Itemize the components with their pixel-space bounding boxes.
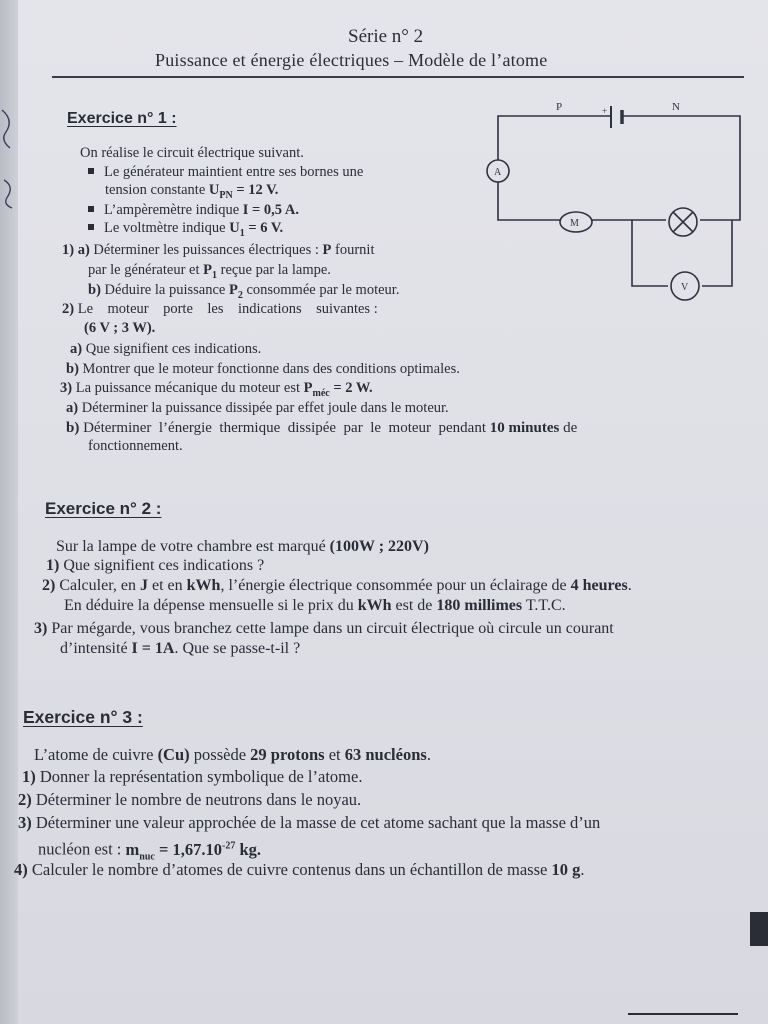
bullet-marker <box>88 224 94 230</box>
exercise-1-q3b: b) Déterminer l’énergie thermique dissipée par le moteur pendant 10 minutes de <box>66 420 578 436</box>
wire-left-bottom <box>498 182 560 220</box>
exercise-3-q3: 3) Déterminer une valeur approchée de la masse de cet atome sachant que la masse d’un <box>18 813 601 832</box>
exercise-2-q2-line2: En déduire la dépense mensuelle si le prix du kWh est de 180 millimes T.T.C. <box>64 597 566 614</box>
exercise-1-bullet-generator: Le générateur maintient entre ses bornes une <box>88 163 363 181</box>
exercise-3-q1: 1) Donner la représentation symbolique de l’atome. <box>22 767 363 786</box>
exercise-2-q2: 2) Calculer, en J et en kWh, l’énergie électrique consommée pour un éclairage de 4 heures. <box>42 577 632 594</box>
exercise-1-q3: 3) La puissance mécanique du moteur est $P_{méc} = 2$ W. <box>60 380 373 399</box>
exercise-1-q2-indications: (6 V ; 3 W). <box>84 320 156 336</box>
exercise-1-q3b-line2: fonctionnement. <box>88 438 183 454</box>
wire-left-top <box>498 116 610 160</box>
wire-voltmeter-left <box>632 220 668 286</box>
exercise-1-q1b: b) Déduire la puissance $P_2$ consommée par le moteur. <box>88 282 400 301</box>
exercise-3-q2: 2) Déterminer le nombre de neutrons dans le noyau. <box>18 790 362 809</box>
exercise-2-q3-line2: d’intensité I = 1A. Que se passe-t-il ? <box>60 640 301 657</box>
exercise-1-q2a: a) Que signifient ces indications. <box>70 341 262 357</box>
wire-voltmeter-right <box>702 220 732 286</box>
exercise-1-title: Exercice n° 1 : <box>67 110 177 127</box>
battery-plus-label: + <box>602 106 608 116</box>
terminal-P-label: P <box>556 101 563 113</box>
terminal-N-label: N <box>672 101 680 113</box>
exercise-1-q3a: a) Déterminer la puissance dissipée par effet joule dans le moteur. <box>66 400 449 416</box>
bullet-marker <box>88 206 94 212</box>
exercise-1-bullet-ammeter: L’ampèremètre indique I = 0,5 A. <box>88 201 299 219</box>
circuit-diagram <box>480 98 748 308</box>
ammeter-label: A <box>494 167 502 178</box>
exercise-2-q3: 3) Par mégarde, vous branchez cette lampe dans un circuit électrique où circule un courant <box>34 620 614 637</box>
wire-right-top <box>623 116 740 220</box>
exercise-3-title: Exercice n° 3 : <box>23 707 143 727</box>
bullet-marker <box>88 168 94 174</box>
exercise-1-bullet-generator-line2: tension constante $U_{PN} = 12$ V. <box>105 182 279 201</box>
series-title: Série n° 2 <box>348 26 424 47</box>
header-rule <box>52 76 744 78</box>
exercise-2-intro: Sur la lampe de votre chambre est marqué (100W ; 220V) <box>56 538 429 555</box>
margin-handwriting <box>0 100 18 210</box>
exercise-3-q4: 4) Calculer le nombre d’atomes de cuivre contenus dans un échantillon de masse 10 g. <box>14 860 585 879</box>
motor-label: M <box>570 218 579 229</box>
footer-rule <box>628 1013 738 1015</box>
exercise-1-intro: On réalise le circuit électrique suivant. <box>80 145 304 161</box>
exercise-3-q3-line2: nucléon est : $m_{nuc} = 1,67.10^{-27}$ kg. <box>38 839 262 862</box>
exercise-3-intro: L’atome de cuivre (Cu) possède 29 protons et 63 nucléons. <box>34 745 431 764</box>
exercise-1-bullet-voltmeter: Le voltmètre indique $U_1 = 6$ V. <box>88 219 283 243</box>
page-tab-marker <box>750 912 768 946</box>
exercise-1-q2: 2) Le moteur porte les indications suivantes : <box>62 301 378 317</box>
exercise-2-title: Exercice n° 2 : <box>45 499 162 518</box>
voltmeter-label: V <box>681 282 689 293</box>
subject-title: Puissance et énergie électriques – Modèle de l’atome <box>155 50 548 70</box>
exercise-1-q1a-line2: par le générateur et $P_1$ reçue par la lampe. <box>88 262 331 281</box>
exercise-2-q1: 1) Que signifient ces indications ? <box>46 557 265 574</box>
exercise-1-q2b: b) Montrer que le moteur fonctionne dans des conditions optimales. <box>66 361 460 377</box>
exercise-1-q1a: 1) a) Déterminer les puissances électriques : P fournit <box>62 242 375 258</box>
